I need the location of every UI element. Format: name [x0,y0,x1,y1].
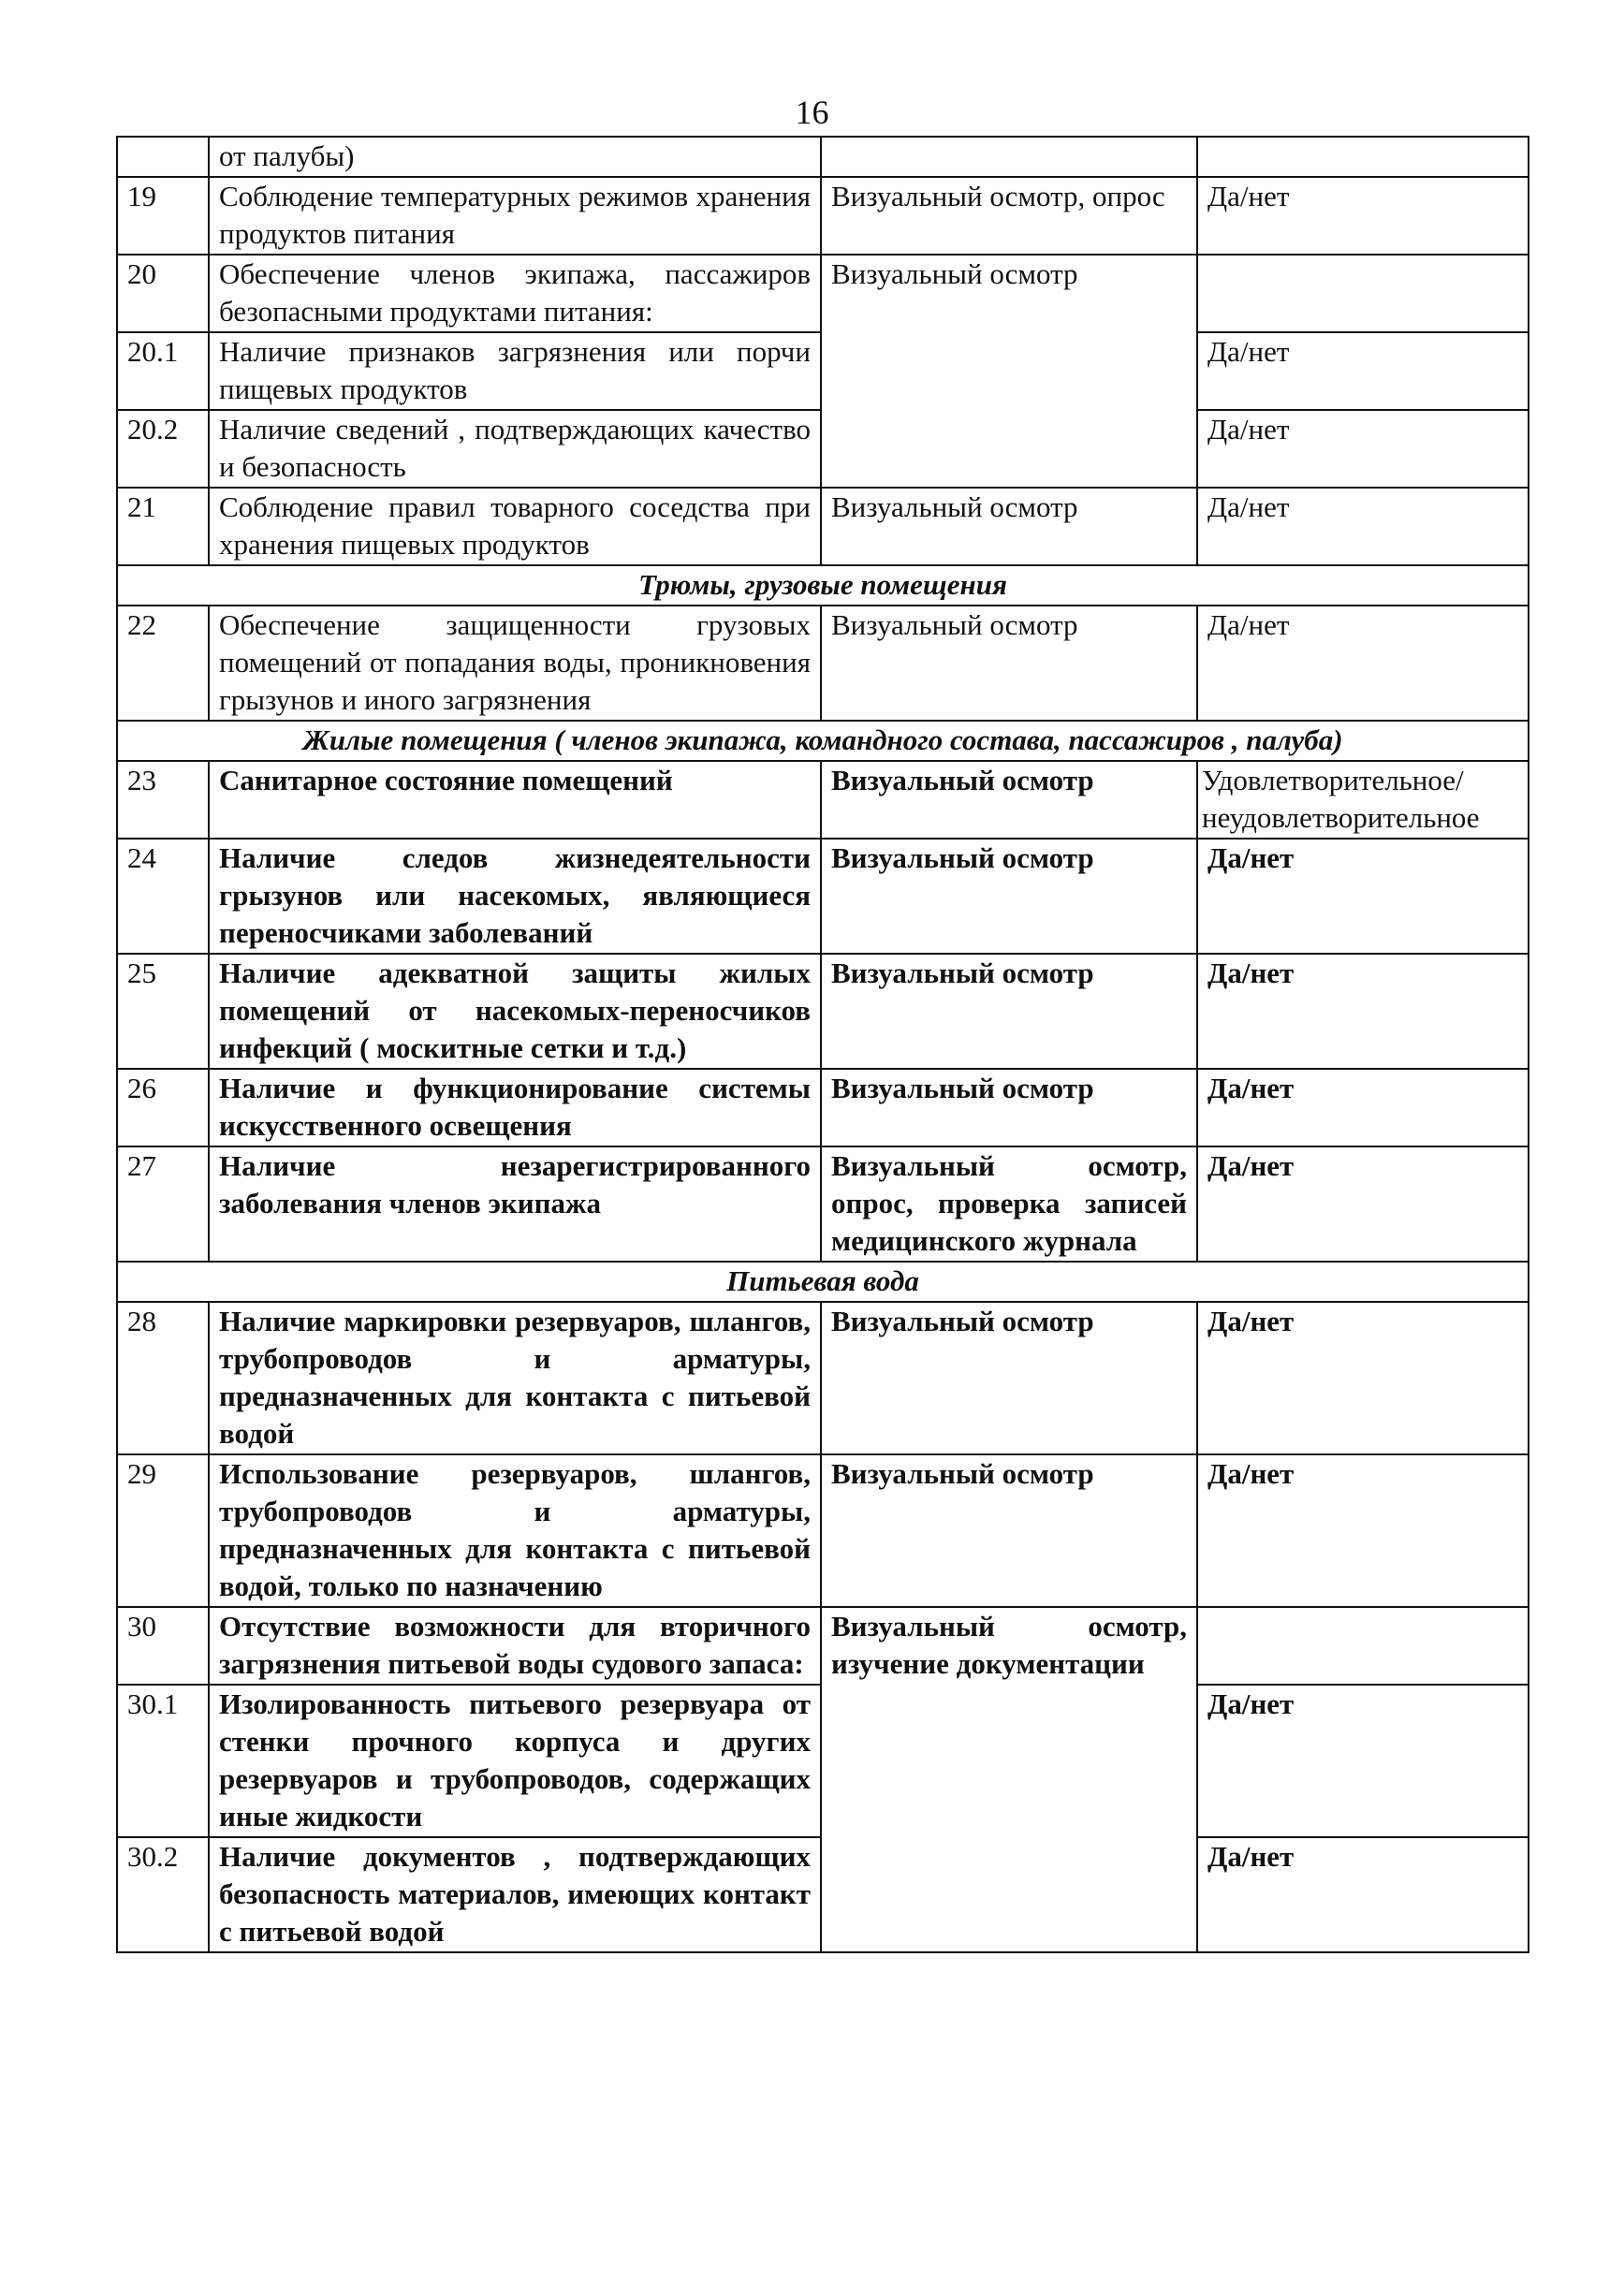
table-row [117,839,1529,954]
result-value [1197,255,1529,332]
inspection-table [116,136,1529,1953]
result-value: Удовлетворительное/ неудовлетворительное [1197,761,1529,839]
check-method: Визуальный осмотр [821,1454,1197,1607]
result-value: Да/нет [1197,606,1529,721]
table-row [117,488,1529,565]
item-description: Санитарное состояние помещений [209,761,821,839]
item-description: Наличие признаков загрязнения или порчи пищевых продуктов [209,332,821,410]
item-description: Наличие незарегистрированного заболевания членов экипажа [209,1146,821,1262]
check-method [821,137,1197,177]
check-method: Визуальный осмотр [821,761,1197,839]
result-value: Да/нет [1197,1069,1529,1146]
table-row [117,177,1529,255]
check-method: Визуальный осмотр [821,1069,1197,1146]
result-value [1197,1607,1529,1685]
section-row [117,721,1529,761]
item-description: Соблюдение температурных режимов хранения продуктов питания [209,177,821,255]
page-number: 16 [795,94,829,131]
item-description: от палубы) [209,137,821,177]
section-title: Жилые помещения ( членов экипажа, командного состава, пассажиров , палуба) [117,721,1529,761]
item-number: 29 [117,1454,209,1607]
item-number: 21 [117,488,209,565]
result-value: Да/нет [1197,332,1529,410]
item-number: 25 [117,954,209,1069]
item-number: 23 [117,761,209,839]
item-number: 27 [117,1146,209,1262]
table-row [117,1069,1529,1146]
result-value: Да/нет [1197,1454,1529,1607]
result-value [1197,137,1529,177]
result-value: Да/нет [1197,1685,1529,1837]
item-number: 20.2 [117,410,209,488]
result-value: Да/нет [1197,1302,1529,1454]
item-description: Наличие сведений , подтверждающих качество и безопасность [209,410,821,488]
result-value: Да/нет [1197,1146,1529,1262]
section-row [117,565,1529,606]
item-number: 28 [117,1302,209,1454]
check-method: Визуальный осмотр [821,839,1197,954]
table-row [117,954,1529,1069]
table-row [117,1454,1529,1607]
item-description: Обеспечение защищенности грузовых помещений от попадания воды, проникновения грызунов и иного загрязнения [209,606,821,721]
item-description: Обеспечение членов экипажа, пассажиров безопасными продуктами питания: [209,255,821,332]
check-method: Визуальный осмотр, опрос, проверка записей медицинского журнала [821,1146,1197,1262]
item-description: Наличие маркировки резервуаров, шлангов, трубопроводов и арматуры, предназначенных для контакта с питьевой водой [209,1302,821,1454]
section-title: Питьевая вода [117,1262,1529,1302]
item-number: 20.1 [117,332,209,410]
table-row [117,137,1529,177]
item-number: 30.2 [117,1837,209,1952]
item-number [117,137,209,177]
section-title: Трюмы, грузовые помещения [117,565,1529,606]
item-description: Изолированность питьевого резервуара от стенки прочного корпуса и других резервуаров и трубопроводов, содержащих иные жидкости [209,1685,821,1837]
item-description: Наличие следов жизнедеятельности грызунов или насекомых, являющиеся переносчиками заболеваний [209,839,821,954]
item-number: 30.1 [117,1685,209,1837]
check-method: Визуальный осмотр [821,606,1197,721]
result-value: Да/нет [1197,1837,1529,1952]
check-method: Визуальный осмотр, изучение документации [821,1607,1197,1952]
item-description: Отсутствие возможности для вторичного загрязнения питьевой воды судового запаса: [209,1607,821,1685]
table-row [117,255,1529,332]
result-value: Да/нет [1197,410,1529,488]
table-row [117,1607,1529,1685]
item-number: 24 [117,839,209,954]
check-method: Визуальный осмотр [821,488,1197,565]
table-row [117,761,1529,839]
item-description: Использование резервуаров, шлангов, трубопроводов и арматуры, предназначенных для контакта с питьевой водой, только по назначению [209,1454,821,1607]
check-method: Визуальный осмотр [821,1302,1197,1454]
item-number: 19 [117,177,209,255]
table-row [117,606,1529,721]
item-description: Соблюдение правил товарного соседства при хранения пищевых продуктов [209,488,821,565]
check-method: Визуальный осмотр [821,255,1197,488]
item-number: 22 [117,606,209,721]
item-number: 30 [117,1607,209,1685]
result-value: Да/нет [1197,839,1529,954]
table-row [117,1302,1529,1454]
check-method: Визуальный осмотр, опрос [821,177,1197,255]
check-method: Визуальный осмотр [821,954,1197,1069]
item-description: Наличие адекватной защиты жилых помещений от насекомых-переносчиков инфекций ( москитные сетки и т.д.) [209,954,821,1069]
section-row [117,1262,1529,1302]
item-number: 20 [117,255,209,332]
result-value: Да/нет [1197,177,1529,255]
result-value: Да/нет [1197,488,1529,565]
table-row [117,1146,1529,1262]
item-description: Наличие и функционирование системы искусственного освещения [209,1069,821,1146]
item-description: Наличие документов , подтверждающих безопасность материалов, имеющих контакт с питьевой водой [209,1837,821,1952]
item-number: 26 [117,1069,209,1146]
result-value: Да/нет [1197,954,1529,1069]
